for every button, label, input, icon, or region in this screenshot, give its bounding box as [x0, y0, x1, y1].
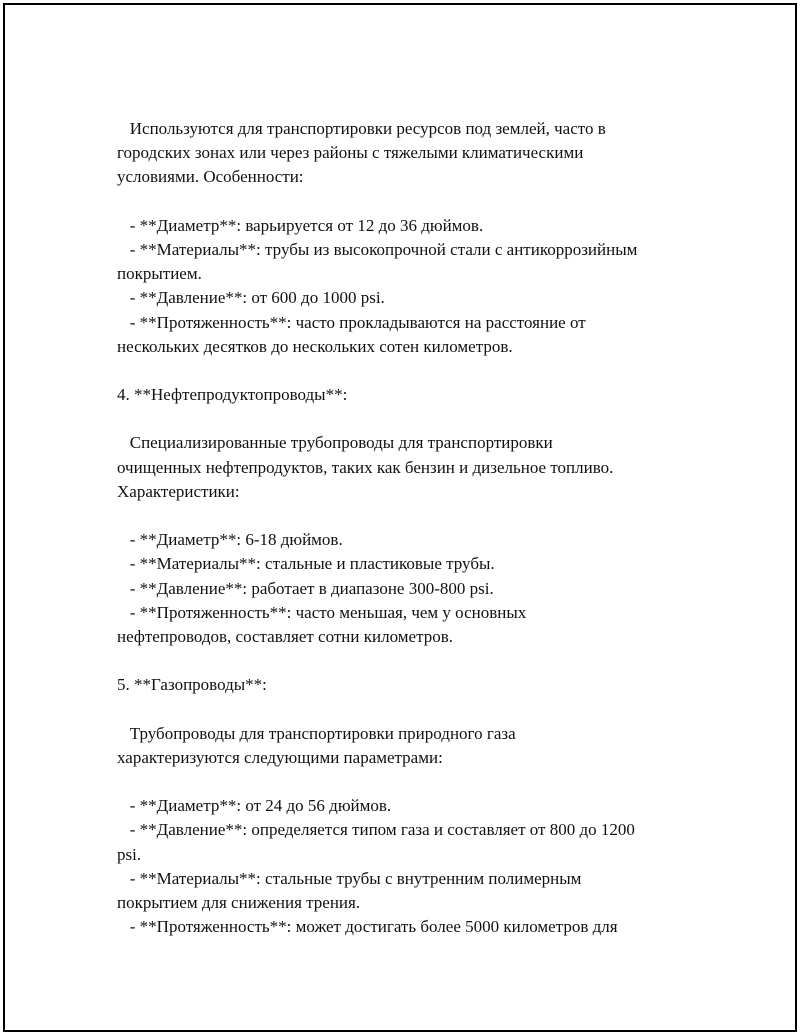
text-line: условиями. Особенности: [117, 167, 304, 187]
blank-line [117, 770, 717, 794]
text-line: 5. **Газопроводы**: [117, 675, 267, 695]
text-line: - **Протяженность**: часто меньшая, чем у основных [117, 602, 527, 622]
text-line: - **Диаметр**: варьируется от 12 до 36 дюймов. [117, 215, 484, 235]
text-line: - **Диаметр**: от 24 до 56 дюймов. [117, 796, 392, 816]
text-line: очищенных нефтепродуктов, таких как бензин и дизельное топливо. [117, 457, 614, 477]
text-line: Используются для транспортировки ресурсов под землей, часто в [117, 119, 606, 138]
text-line: характеризуются следующими параметрами: [117, 747, 443, 767]
blank-line [117, 504, 717, 528]
blank-line [117, 698, 717, 722]
text-line: Характеристики: [117, 481, 240, 501]
text-line: - **Материалы**: стальные трубы с внутренним полимерным [117, 868, 582, 888]
text-line: Трубопроводы для транспортировки природного газа [117, 723, 516, 743]
text-line: Специализированные трубопроводы для транспортировки [117, 433, 553, 453]
text-line: - **Протяженность**: часто прокладываются на расстояние от [117, 312, 586, 332]
blank-line [117, 649, 717, 673]
text-line: - **Давление**: работает в диапазоне 300-800 psi. [117, 578, 494, 598]
blank-line [117, 359, 717, 383]
text-line: - **Протяженность**: может достигать более 5000 километров для [117, 917, 618, 937]
text-line: 4. **Нефтепродуктопроводы**: [117, 385, 348, 405]
blank-line [117, 407, 717, 431]
text-line: городских зонах или через районы с тяжелыми климатическими [117, 143, 584, 163]
text-line: - **Материалы**: стальные и пластиковые трубы. [117, 554, 495, 574]
document-body [117, 117, 717, 939]
text-line: нескольких десятков до нескольких сотен километров. [117, 336, 513, 356]
text-line: psi. [117, 844, 142, 864]
text-line: нефтепроводов, составляет сотни километров. [117, 626, 453, 646]
blank-line [117, 190, 717, 214]
text-line: - **Диаметр**: 6-18 дюймов. [117, 530, 343, 550]
text-line: покрытием для снижения трения. [117, 893, 361, 912]
text-line: - **Материалы**: трубы из высокопрочной стали с антикоррозийным [117, 239, 638, 259]
text-line: - **Давление**: от 600 до 1000 psi. [117, 288, 385, 308]
text-line: покрытием. [117, 264, 202, 284]
text-line: - **Давление**: определяется типом газа и составляет от 800 до 1200 [117, 820, 635, 840]
